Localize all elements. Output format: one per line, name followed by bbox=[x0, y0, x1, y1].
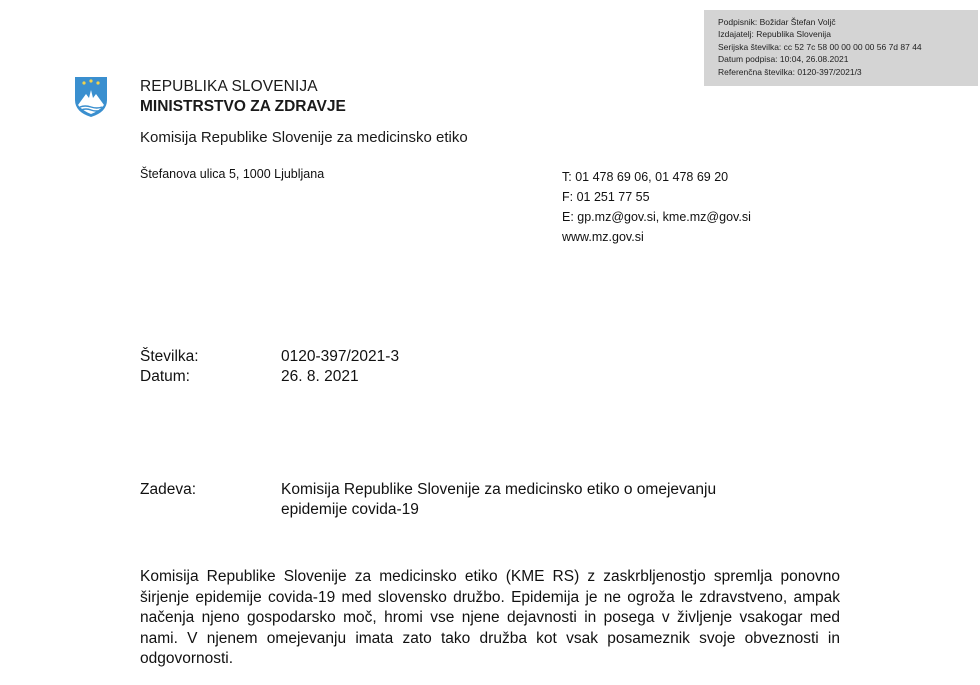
signature-reference: Referenčna številka: 0120-397/2021/3 bbox=[718, 66, 862, 77]
digital-signature-box bbox=[704, 10, 978, 86]
country-name: REPUBLIKA SLOVENIJA bbox=[140, 78, 318, 95]
subject-label: Zadeva: bbox=[140, 481, 197, 498]
date-label: Datum: bbox=[140, 368, 190, 385]
signature-signer: Podpisnik: Božidar Štefan Voljč bbox=[718, 17, 836, 27]
signature-serial: Serijska številka: cc 52 7c 58 00 00 00 00 56 7d 87 44 bbox=[718, 41, 922, 52]
contact-email: E: gp.mz@gov.si, kme.mz@gov.si bbox=[562, 210, 751, 224]
ministry-name: MINISTRSTVO ZA ZDRAVJE bbox=[140, 98, 346, 115]
body-paragraph: Komisija Republike Slovenije za medicinsko etiko (KME RS) z zaskrbljenostjo spremlja ponovno širjenje epidemije covida-19 med slovensko družbo. Epidemija je ne ogroža le zdravstveno, ampak načenja njeno gospodarsko moč, hromi vse njene dejavnosti in posega v življenje vsakogar med nami. V njenem omejevanju imata zato tako družba kot vsak posameznik svoje obveznosti in odgovornosti. bbox=[140, 568, 840, 667]
number-value: 0120-397/2021-3 bbox=[281, 348, 400, 365]
contact-website: www.mz.gov.si bbox=[562, 230, 644, 244]
postal-address: Štefanova ulica 5, 1000 Ljubljana bbox=[140, 167, 325, 181]
coat-of-arms-icon bbox=[74, 76, 108, 118]
date-value: 26. 8. 2021 bbox=[281, 368, 359, 385]
subject-text: Komisija Republike Slovenije za medicinsko etiko o omejevanju epidemije covida-19 bbox=[281, 481, 717, 518]
signature-issuer: Izdajatelj: Republika Slovenija bbox=[718, 29, 831, 40]
number-label: Številka: bbox=[140, 348, 199, 365]
signature-date: Datum podpisa: 10:04, 26.08.2021 bbox=[718, 54, 849, 65]
commission-name: Komisija Republike Slovenije za medicinsko etiko bbox=[140, 129, 468, 146]
contact-fax: F: 01 251 77 55 bbox=[562, 190, 650, 204]
contact-block bbox=[562, 167, 751, 247]
subject-line bbox=[140, 480, 751, 520]
contact-phone: T: 01 478 69 06, 01 478 69 20 bbox=[562, 170, 729, 184]
document-meta bbox=[140, 347, 399, 387]
